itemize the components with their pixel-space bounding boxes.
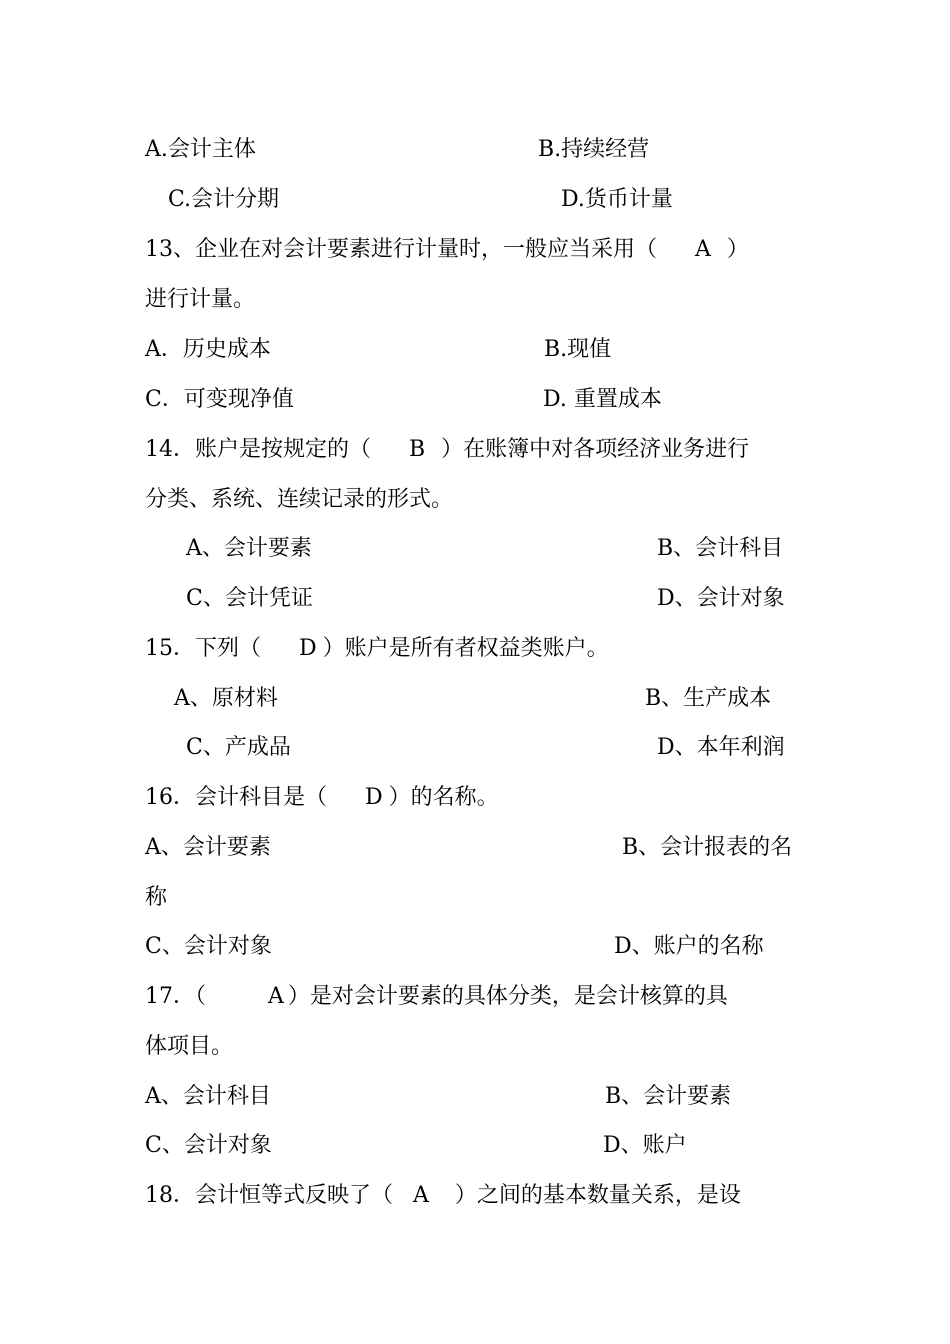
option-line — [614, 932, 764, 962]
answer: B — [409, 437, 426, 462]
option-d: D、会计对象 — [657, 586, 785, 611]
option-a: A、会计要素 — [145, 835, 271, 860]
question-text: 17．（ — [145, 984, 206, 1009]
option-line — [657, 584, 785, 614]
question-17 — [145, 982, 728, 1012]
option-line — [145, 385, 294, 415]
question-14 — [145, 435, 749, 465]
question-text: 进行计量。 — [145, 287, 256, 312]
option-line — [605, 1082, 731, 1112]
option-line — [145, 335, 271, 365]
option-a: A、会计要素 — [186, 536, 312, 561]
option-line — [603, 1131, 687, 1161]
option-line — [645, 684, 771, 714]
question-text: ）之间的基本数量关系，是设 — [454, 1183, 741, 1208]
question-16 — [145, 783, 499, 813]
option-line — [186, 584, 313, 614]
question-15 — [145, 634, 609, 664]
option-c: C.会计分期 — [168, 187, 280, 212]
option-line — [657, 733, 785, 763]
option-line — [561, 185, 673, 215]
option-line — [145, 932, 272, 962]
answer: A — [695, 237, 711, 262]
question-text: ）是对会计要素的具体分类，是会计核算的具 — [287, 984, 728, 1009]
option-b: B.现值 — [544, 337, 612, 362]
question-text: 15．下列（ — [145, 636, 261, 661]
option-line — [186, 733, 291, 763]
option-line — [543, 385, 662, 415]
option-b: B.持续经营 — [538, 137, 650, 162]
question-continuation — [145, 485, 453, 515]
option-d: D、本年利润 — [657, 735, 785, 760]
question-text: ） — [726, 237, 749, 262]
question-continuation — [145, 285, 255, 315]
option-c: C．可变现净值 — [145, 387, 294, 412]
option-d: D.货币计量 — [561, 187, 673, 212]
option-line — [174, 684, 278, 714]
option-d: D. 重置成本 — [543, 387, 662, 412]
answer: A — [413, 1183, 429, 1208]
option-a: A.会计主体 — [145, 137, 256, 162]
option-line — [145, 833, 271, 863]
option-line — [145, 135, 256, 165]
option-line — [657, 534, 783, 564]
answer: D — [365, 785, 383, 810]
question-text: 体项目。 — [145, 1034, 234, 1059]
answer: D — [299, 636, 317, 661]
question-text: 13、企业在对会计要素进行计量时，一般应当采用（ — [145, 237, 657, 262]
option-c: C、会计对象 — [145, 934, 272, 959]
option-c: C、产成品 — [186, 735, 291, 760]
question-text: ）在账簿中对各项经济业务进行 — [441, 437, 750, 462]
option-d: D、账户的名称 — [614, 934, 764, 959]
question-text: ）账户是所有者权益类账户。 — [322, 636, 609, 661]
option-d: D、账户 — [603, 1133, 687, 1158]
option-line — [186, 534, 312, 564]
question-text: 14．账户是按规定的（ — [145, 437, 371, 462]
option-a: A．历史成本 — [145, 337, 271, 362]
option-line — [145, 1082, 271, 1112]
option-b: B、会计要素 — [605, 1084, 732, 1109]
question-text: 18．会计恒等式反映了（ — [145, 1183, 393, 1208]
option-c: C、会计凭证 — [186, 586, 313, 611]
option-b: B、会计科目 — [657, 536, 784, 561]
option-b: B、会计报表的名 — [622, 835, 793, 860]
option-b: B、生产成本 — [645, 686, 772, 711]
option-line — [622, 833, 792, 863]
option-line — [145, 1131, 272, 1161]
question-13 — [145, 235, 749, 265]
question-text: ）的名称。 — [388, 785, 499, 810]
option-a: A、原材料 — [174, 686, 278, 711]
question-18 — [145, 1181, 741, 1211]
option-line — [168, 185, 279, 215]
question-continuation — [145, 1032, 233, 1062]
option-line — [544, 335, 611, 365]
option-continuation — [145, 883, 167, 913]
option-c: C、会计对象 — [145, 1133, 272, 1158]
answer: A — [268, 984, 284, 1009]
question-text: 16．会计科目是（ — [145, 785, 327, 810]
option-a: A、会计科目 — [145, 1084, 271, 1109]
option-line — [538, 135, 649, 165]
question-text: 分类、系统、连续记录的形式。 — [145, 487, 454, 512]
option-text: 称 — [145, 885, 168, 910]
